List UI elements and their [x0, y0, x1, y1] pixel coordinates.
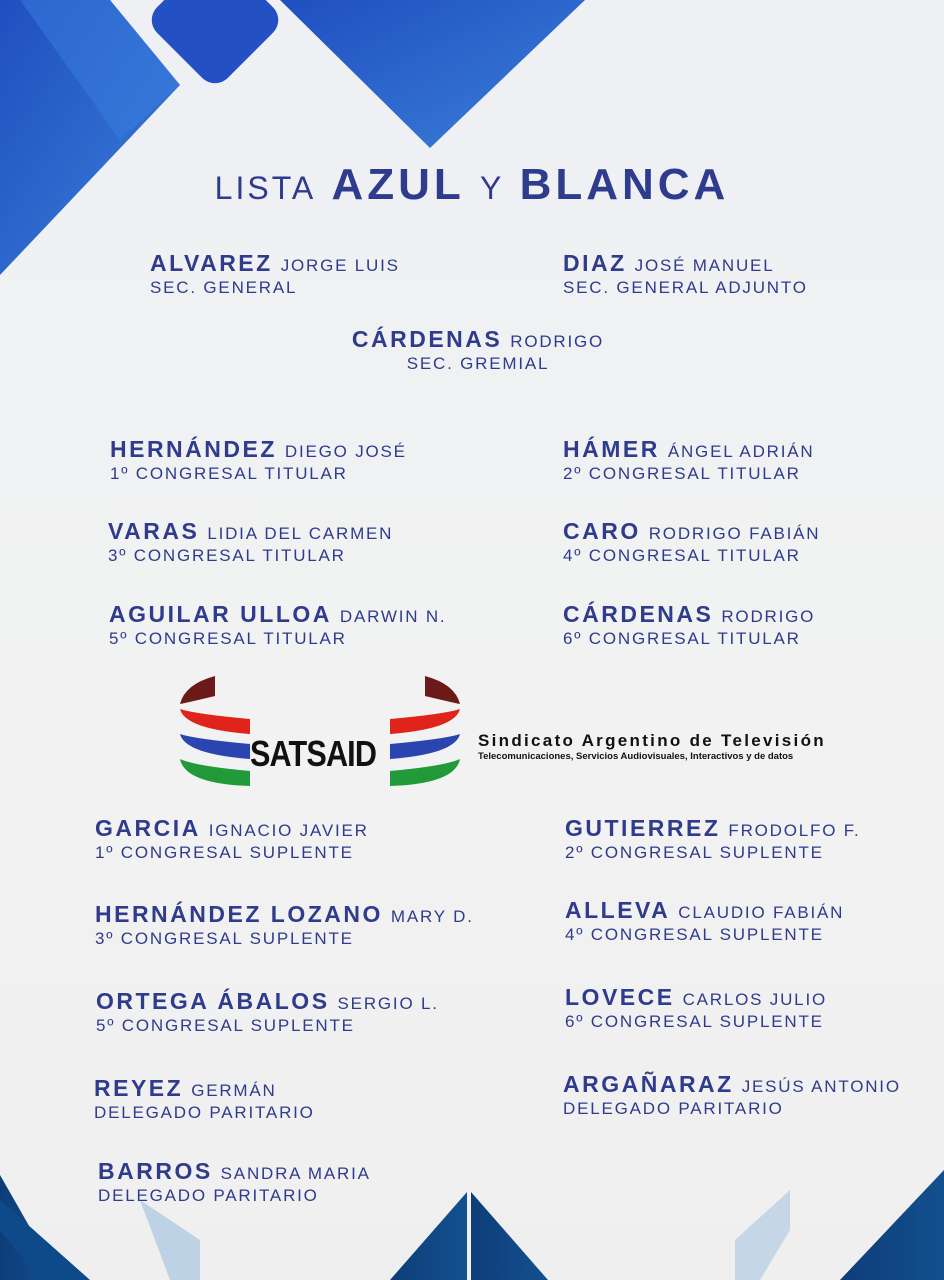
candidate-last-name: CÁRDENAS [351, 326, 503, 352]
candidate-role: 3º CONGRESAL SUPLENTE [95, 928, 354, 948]
candidate-entry [563, 601, 815, 649]
candidate-role: 1º CONGRESAL TITULAR [110, 463, 348, 483]
candidate-entry [563, 250, 808, 298]
candidate-role: 1º CONGRESAL SUPLENTE [95, 842, 354, 862]
candidate-last-name: GUTIERREZ [565, 815, 721, 841]
candidate-first-name: RODRIGO [510, 332, 605, 351]
triangle-bottom-right [471, 1192, 548, 1280]
candidate-first-name: JESÚS ANTONIO [741, 1077, 901, 1096]
candidate-first-name: IGNACIO JAVIER [208, 821, 369, 840]
candidate-first-name: CARLOS JULIO [682, 990, 827, 1009]
title-prefix: LISTA [214, 170, 317, 206]
candidate-entry [565, 984, 827, 1032]
candidate-role: DELEGADO PARITARIO [563, 1098, 784, 1118]
candidate-entry [95, 901, 474, 949]
candidate-last-name: DIAZ [563, 250, 627, 276]
candidate-first-name: RODRIGO [721, 607, 816, 626]
candidate-first-name: LIDIA DEL CARMEN [207, 524, 394, 543]
candidate-first-name: CLAUDIO FABIÁN [678, 903, 845, 922]
candidate-role: 6º CONGRESAL TITULAR [563, 628, 801, 648]
candidate-entry [150, 250, 400, 298]
candidate-first-name: GERMÁN [191, 1081, 277, 1100]
triangle-bottom-left [390, 1192, 467, 1280]
candidate-first-name: RODRIGO FABIÁN [648, 524, 821, 543]
candidate-role: DELEGADO PARITARIO [98, 1185, 319, 1205]
candidate-entry [563, 518, 820, 566]
candidate-role: SEC. GENERAL ADJUNTO [563, 277, 808, 297]
candidate-role: 3º CONGRESAL TITULAR [108, 545, 346, 565]
candidate-last-name: HERNÁNDEZ LOZANO [95, 901, 383, 927]
candidate-first-name: SERGIO L. [337, 994, 439, 1013]
candidate-role: 5º CONGRESAL TITULAR [109, 628, 347, 648]
candidate-last-name: HÁMER [563, 436, 660, 462]
title-word-blanca: BLANCA [519, 160, 730, 209]
title-word-azul: AZUL [331, 160, 465, 209]
candidate-first-name: DIEGO JOSÉ [284, 442, 407, 461]
candidate-entry [565, 897, 844, 945]
candidate-entry [0, 326, 944, 374]
candidate-first-name: JORGE LUIS [280, 256, 400, 275]
candidate-last-name: ORTEGA ÁBALOS [96, 988, 330, 1014]
candidate-role: 5º CONGRESAL SUPLENTE [96, 1015, 355, 1035]
title-connector: Y [479, 170, 505, 206]
page-title [0, 160, 944, 210]
candidate-entry [565, 815, 861, 863]
candidate-last-name: ARGAÑARAZ [563, 1071, 734, 1097]
candidate-entry [94, 1075, 315, 1123]
candidate-last-name: ALLEVA [565, 897, 671, 923]
candidate-entry [96, 988, 439, 1036]
diamond-large [280, 0, 585, 148]
candidate-last-name: BARROS [98, 1158, 213, 1184]
candidate-first-name: ÁNGEL ADRIÁN [667, 442, 815, 461]
candidate-role: 4º CONGRESAL TITULAR [563, 545, 801, 565]
candidate-role: 2º CONGRESAL SUPLENTE [565, 842, 824, 862]
candidate-last-name: CÁRDENAS [563, 601, 714, 627]
candidate-role: 2º CONGRESAL TITULAR [563, 463, 801, 483]
candidate-last-name: REYEZ [94, 1075, 184, 1101]
candidate-last-name: CARO [563, 518, 641, 544]
logo-subtitle: Telecomunicaciones, Servicios Audiovisuales, Interactivos y de datos [478, 751, 794, 762]
candidate-first-name: FRODOLFO F. [728, 821, 861, 840]
candidate-entry [95, 815, 369, 863]
candidate-role: SEC. GREMIAL [406, 353, 550, 373]
candidate-entry [98, 1158, 371, 1206]
candidate-last-name: GARCIA [95, 815, 201, 841]
candidate-role: DELEGADO PARITARIO [94, 1102, 315, 1122]
candidate-entry [563, 436, 814, 484]
candidate-role: SEC. GENERAL [150, 277, 298, 297]
candidate-last-name: HERNÁNDEZ [110, 436, 277, 462]
candidate-entry [108, 518, 393, 566]
candidate-role: 4º CONGRESAL SUPLENTE [565, 924, 824, 944]
candidate-role: 6º CONGRESAL SUPLENTE [565, 1011, 824, 1031]
candidate-last-name: VARAS [108, 518, 200, 544]
logo-wordmark: SATSAID [250, 733, 377, 774]
logo-tagline: Sindicato Argentino de Televisión [478, 731, 826, 750]
candidate-entry [110, 436, 407, 484]
candidate-last-name: LOVECE [565, 984, 675, 1010]
candidate-first-name: JOSÉ MANUEL [634, 256, 775, 275]
candidate-first-name: MARY D. [390, 907, 474, 926]
candidate-last-name: AGUILAR ULLOA [109, 601, 332, 627]
candidate-first-name: DARWIN N. [339, 607, 447, 626]
candidate-entry [109, 601, 446, 649]
candidate-last-name: ALVAREZ [150, 250, 273, 276]
candidate-entry [563, 1071, 901, 1119]
candidate-first-name: SANDRA MARIA [220, 1164, 371, 1183]
